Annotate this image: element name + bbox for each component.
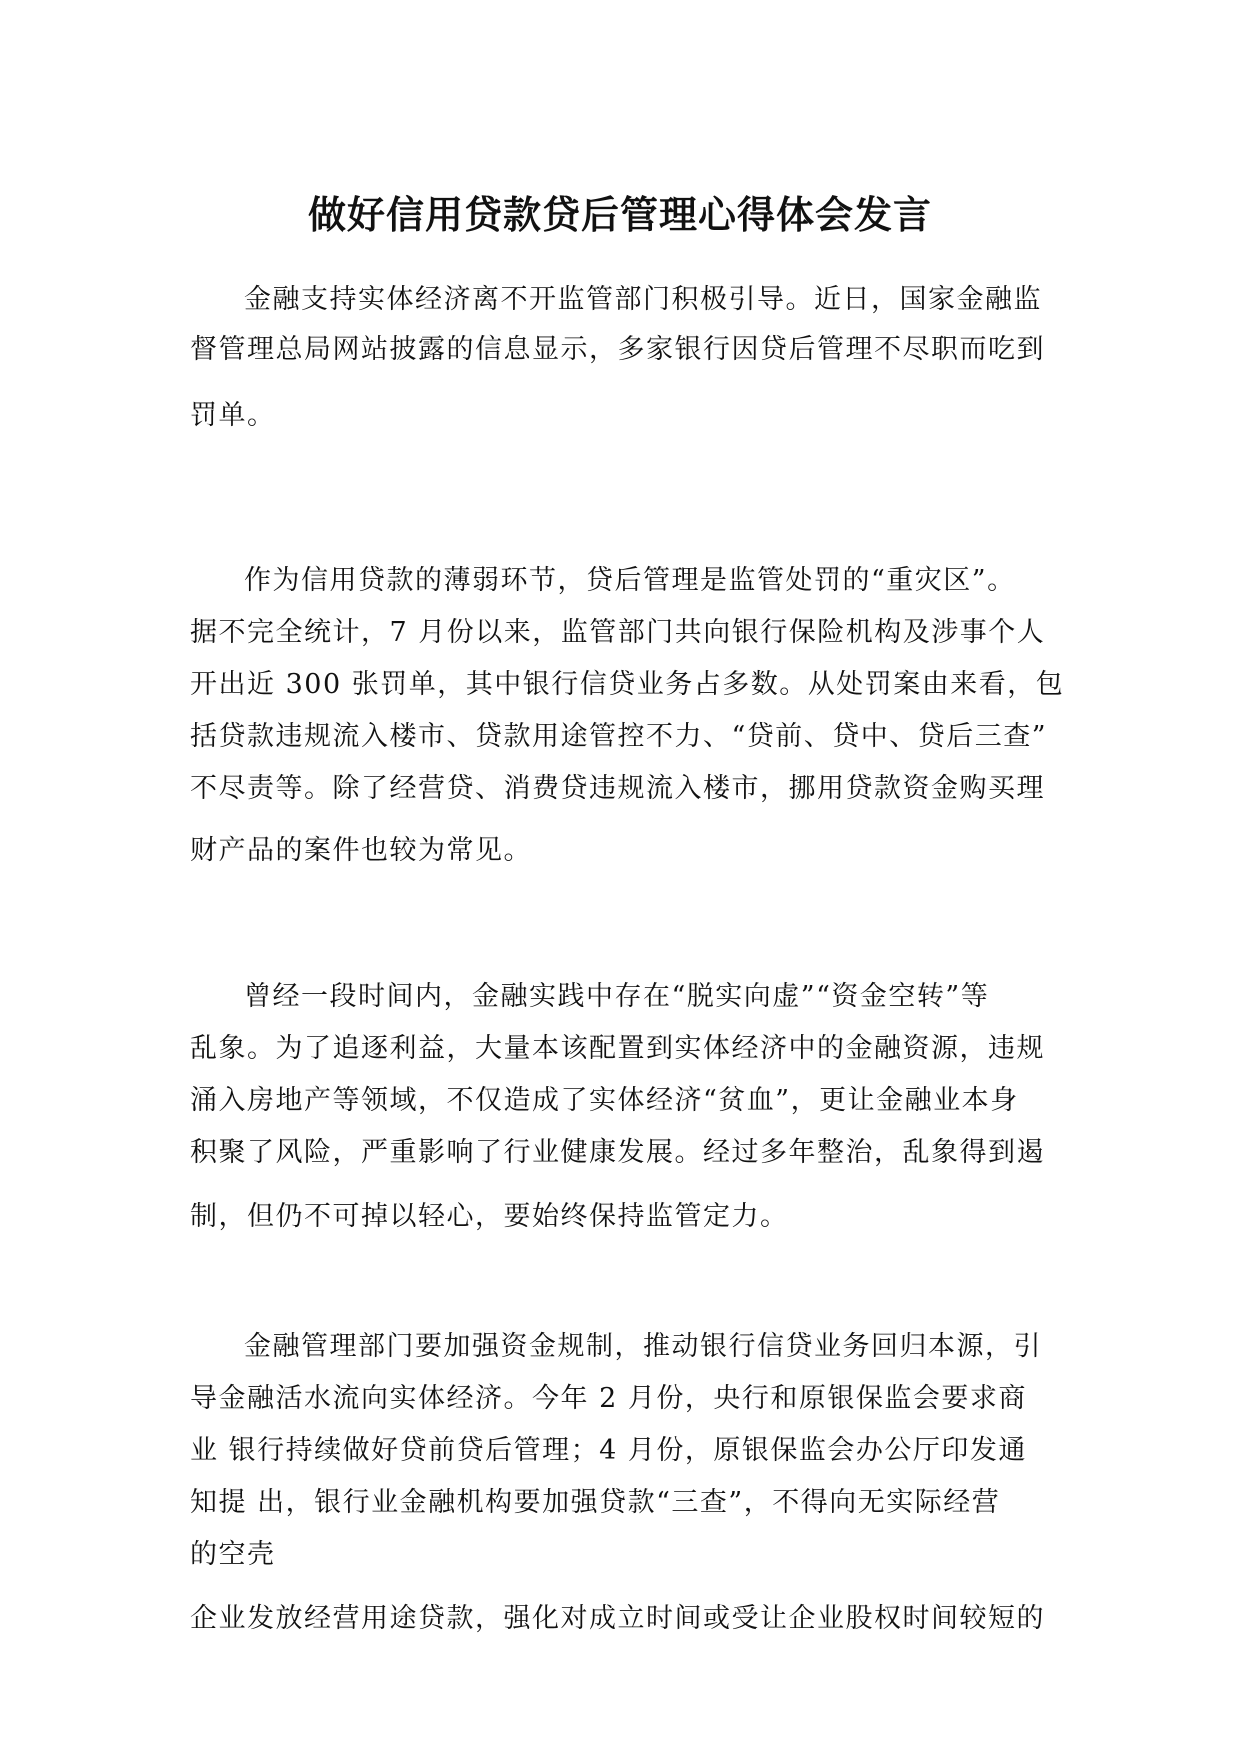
paragraph-line: 乱象。为了追逐利益，大量本该配置到实体经济中的金融资源，违规 (190, 1033, 1045, 1064)
paragraph-line: 涌入房地产等领域，不仅造成了实体经济“贫血”，更让金融业本身 (190, 1085, 1019, 1116)
paragraph-line: 的空壳 (190, 1539, 276, 1570)
paragraph-line: 作为信用贷款的薄弱环节，贷后管理是监管处罚的“重灾区”。 (244, 565, 1016, 596)
paragraph-line: 制，但仍不可掉以轻心，要始终保持监管定力。 (190, 1201, 789, 1232)
paragraph-line: 积聚了风险，严重影响了行业健康发展。经过多年整治，乱象得到遏 (190, 1137, 1045, 1168)
paragraph-line: 业 银行持续做好贷前贷后管理；4 月份，原银保监会办公厅印发通 (190, 1435, 1027, 1466)
paragraph-line: 金融支持实体经济离不开监管部门积极引导。近日，国家金融监 (244, 284, 1042, 315)
paragraph-line: 曾经一段时间内，金融实践中存在“脱实向虚”“资金空转”等 (244, 981, 990, 1012)
paragraph-line: 括贷款违规流入楼市、贷款用途管控不力、“贷前、贷中、贷后三查” (190, 721, 1048, 752)
paragraph-line: 财产品的案件也较为常见。 (190, 835, 532, 866)
paragraph-line: 据不完全统计，7 月份以来，监管部门共向银行保险机构及涉事个人 (190, 617, 1046, 648)
paragraph-line: 知提 出，银行业金融机构要加强贷款“三查”，不得向无实际经营 (190, 1487, 1001, 1518)
paragraph-line: 企业发放经营用途贷款，强化对成立时间或受让企业股权时间较短的 (190, 1603, 1045, 1634)
paragraph-line: 导金融活水流向实体经济。今年 2 月份，央行和原银保监会要求商 (190, 1383, 1027, 1414)
paragraph-line: 开出近 300 张罚单，其中银行信贷业务占多数。从处罚案由来看，包 (190, 669, 1065, 700)
paragraph-line: 金融管理部门要加强资金规制，推动银行信贷业务回归本源，引 (244, 1331, 1042, 1362)
paragraph-line: 罚单。 (190, 400, 276, 431)
paragraph-line: 督管理总局网站披露的信息显示，多家银行因贷后管理不尽职而吃到 (190, 334, 1045, 365)
paragraph-line: 不尽责等。除了经营贷、消费贷违规流入楼市，挪用贷款资金购买理 (190, 773, 1045, 804)
document-title: 做好信用贷款贷后管理心得体会发言 (307, 192, 932, 237)
